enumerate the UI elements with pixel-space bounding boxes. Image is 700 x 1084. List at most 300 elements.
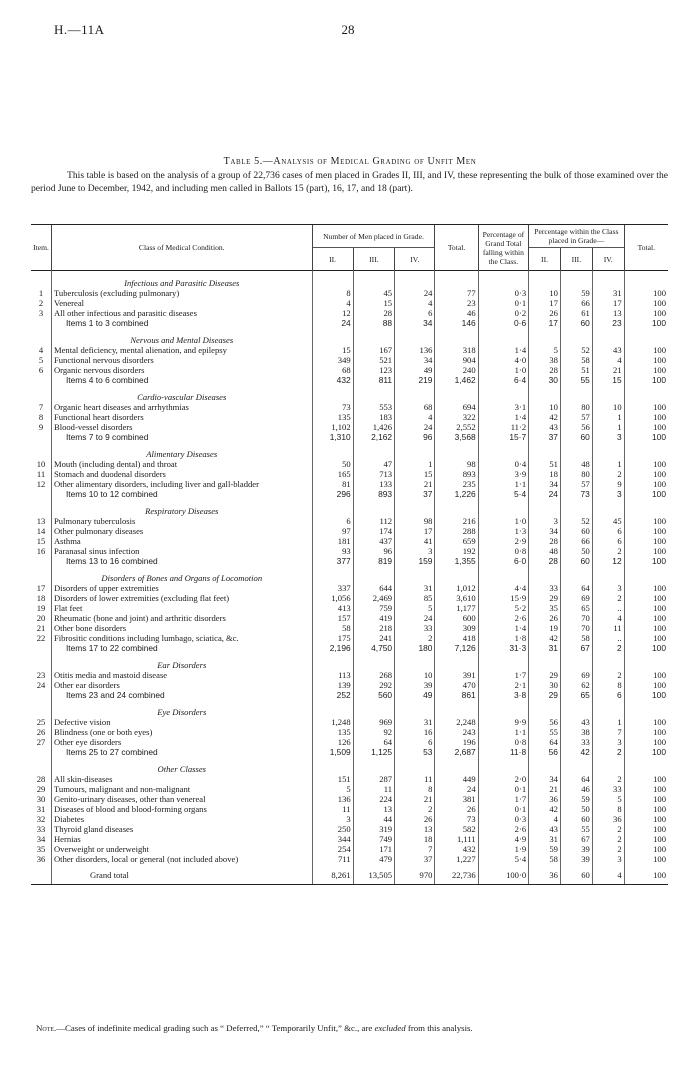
- table-title: Table 5.—Analysis of Medical Grading of Unfit Men: [223, 156, 477, 167]
- pct-sum-value: 100: [624, 717, 668, 727]
- table-row: [31, 479, 668, 489]
- combined-label: Items 23 and 24 combined: [51, 690, 312, 700]
- pct-grade-3-value: 51: [560, 365, 592, 375]
- item-number: 31: [36, 804, 46, 814]
- total-value: 77: [435, 288, 478, 298]
- table-row: [31, 459, 668, 469]
- item-cell: [31, 442, 51, 459]
- empty-cell: [592, 653, 624, 670]
- condition-label: Other alimentary disorders, including liver and gall-bladder: [51, 479, 312, 489]
- grade-3-value: 749: [353, 834, 394, 844]
- pct-grade-4-value: 9: [592, 479, 624, 489]
- item-number: 2: [38, 298, 44, 308]
- item-number: 6: [38, 365, 44, 375]
- grade-2-value: 15: [312, 345, 353, 355]
- pct-sum-combined: 100: [624, 747, 668, 757]
- table-row: [31, 834, 668, 844]
- item-number: 26: [36, 727, 46, 737]
- pct-sum-value: 100: [624, 623, 668, 633]
- item-cell: [31, 432, 51, 442]
- condition-label: Organic nervous disorders: [51, 365, 312, 375]
- table-row: [31, 774, 668, 784]
- item-number: 32: [36, 814, 46, 824]
- condition-label: Other pulmonary diseases: [51, 526, 312, 536]
- pct-total-value: 3·9: [478, 469, 528, 479]
- combined-row: [31, 489, 668, 499]
- pct-grade-3-value: 66: [560, 536, 592, 546]
- item-number: 28: [36, 774, 46, 784]
- empty-cell: [624, 566, 668, 583]
- pct-grade-3-value: 43: [560, 717, 592, 727]
- grade-3-value: 224: [353, 794, 394, 804]
- empty-cell: [312, 700, 353, 717]
- empty-cell: [624, 328, 668, 345]
- pct-grade-2-value: 43: [529, 422, 561, 432]
- grade-4-combined: 96: [395, 432, 435, 442]
- condition-label: Other disorders, local or general (not included above): [51, 854, 312, 864]
- empty-cell: [395, 328, 435, 345]
- grade-3-value: 521: [353, 355, 394, 365]
- grade-3-value: 123: [353, 365, 394, 375]
- empty-cell: [560, 385, 592, 402]
- total-combined: 1,226: [435, 489, 478, 499]
- pct-total-value: 1·0: [478, 516, 528, 526]
- grade-3-value: 96: [353, 546, 394, 556]
- condition-label: Tuberculosis (excluding pulmonary): [51, 288, 312, 298]
- grade-2-value: 151: [312, 774, 353, 784]
- empty-cell: [353, 757, 394, 774]
- table-row: [31, 680, 668, 690]
- section-heading-row: [31, 757, 668, 774]
- empty-cell: [529, 499, 561, 516]
- grade-4-combined: 159: [395, 556, 435, 566]
- pct-total-value: 1·4: [478, 412, 528, 422]
- pct-sum-value: 100: [624, 593, 668, 603]
- condition-label: Stomach and duodenal disorders: [51, 469, 312, 479]
- pct-grade-4-value: 36: [592, 814, 624, 824]
- pct-grade-4-value: 2: [592, 824, 624, 834]
- pct-grade-2-value: 35: [529, 603, 561, 613]
- grade-4-value: 7: [395, 844, 435, 854]
- grade-2-value: 5: [312, 784, 353, 794]
- pct-grade-2-value: 10: [529, 402, 561, 412]
- item-number: 1: [38, 288, 44, 298]
- item-cell: [31, 757, 51, 774]
- note-tail: from this analysis.: [405, 1023, 473, 1033]
- grade-3-value: 319: [353, 824, 394, 834]
- empty-cell: [478, 757, 528, 774]
- table-row: [31, 727, 668, 737]
- grade-4-value: 24: [395, 422, 435, 432]
- empty-cell: [592, 442, 624, 459]
- pct-grade-3-value: 59: [560, 288, 592, 298]
- grade-2-value: 139: [312, 680, 353, 690]
- empty-cell: [592, 757, 624, 774]
- pct-grade-3-combined: 60: [560, 318, 592, 328]
- pct-grade-3-value: 38: [560, 727, 592, 737]
- pct-total-value: 1·0: [478, 365, 528, 375]
- pct-grade-4-value: 3: [592, 854, 624, 864]
- grand-total-label: Grand total: [51, 864, 312, 885]
- section-heading: Ear Disorders: [51, 653, 312, 670]
- item-number: 11: [36, 469, 46, 479]
- combined-row: [31, 747, 668, 757]
- empty-cell: [529, 271, 561, 289]
- grade-2-value: 6: [312, 516, 353, 526]
- table-row: [31, 422, 668, 432]
- pct-grade-2-combined: 24: [529, 489, 561, 499]
- col-item: Item.: [31, 225, 51, 271]
- table-row: [31, 794, 668, 804]
- total-value: 216: [435, 516, 478, 526]
- pct-sum-value: 100: [624, 814, 668, 824]
- condition-label: Functional heart disorders: [51, 412, 312, 422]
- total-value: 1,111: [435, 834, 478, 844]
- col-pct-grade-2: II.: [529, 248, 561, 271]
- pct-grade-3-value: 65: [560, 603, 592, 613]
- empty-cell: [529, 700, 561, 717]
- grade-3-combined: 819: [353, 556, 394, 566]
- grade-4-value: 68: [395, 402, 435, 412]
- condition-label: Tumours, malignant and non-malignant: [51, 784, 312, 794]
- item-number: 17: [36, 583, 46, 593]
- condition-label: Disorders of lower extremities (excluding flat feet): [51, 593, 312, 603]
- total-value: 449: [435, 774, 478, 784]
- col-pct-group: Percentage within the Class placed in Grade—: [529, 225, 625, 248]
- empty-cell: [312, 757, 353, 774]
- col-grade-3: III.: [353, 248, 394, 271]
- pct-grade-3-value: 39: [560, 844, 592, 854]
- empty-cell: [312, 499, 353, 516]
- grade-2-value: 181: [312, 536, 353, 546]
- condition-label: Blood-vessel disorders: [51, 422, 312, 432]
- grade-3-value: 47: [353, 459, 394, 469]
- pct-grade-3-value: 50: [560, 546, 592, 556]
- table-row: [31, 844, 668, 854]
- pct-grade-3-combined: 60: [560, 432, 592, 442]
- grade-3-combined: 560: [353, 690, 394, 700]
- pct-grade-4-value: 45: [592, 516, 624, 526]
- condition-label: Paranasal sinus infection: [51, 546, 312, 556]
- grade-4-value: 41: [395, 536, 435, 546]
- pct-total-value: 0·3: [478, 288, 528, 298]
- pct-total-value: 9·9: [478, 717, 528, 727]
- table-row: [31, 804, 668, 814]
- condition-label: Blindness (one or both eyes): [51, 727, 312, 737]
- pct-grade-2-combined: 37: [529, 432, 561, 442]
- total-value: 235: [435, 479, 478, 489]
- pct-grade-3-value: 57: [560, 479, 592, 489]
- item-cell: [31, 864, 51, 885]
- combined-row: [31, 375, 668, 385]
- pct-sum-value: 100: [624, 298, 668, 308]
- item-number: 9: [38, 422, 44, 432]
- section-heading-row: [31, 385, 668, 402]
- grade-2-combined: 377: [312, 556, 353, 566]
- pct-grade-2-value: 58: [529, 854, 561, 864]
- item-number: 23: [36, 670, 46, 680]
- table-row: [31, 623, 668, 633]
- note-emphasis: excluded: [374, 1023, 406, 1033]
- condition-label: Thyroid gland diseases: [51, 824, 312, 834]
- table-row: [31, 593, 668, 603]
- intro-paragraph: This table is based on the analysis of a group of 22,736 cases of men placed in Grades II, III, and IV, these representing the bulk of those examined over the period June to December, 1942, and including men called in Ballots 15 (part), 16, 17, and 18 (part).: [31, 170, 668, 194]
- pct-sum-grand-total: 100: [624, 864, 668, 885]
- pct-grade-4-value: 5: [592, 794, 624, 804]
- total-combined: 2,687: [435, 747, 478, 757]
- total-value: 893: [435, 469, 478, 479]
- grade-3-grand-total: 13,505: [353, 864, 394, 885]
- pct-grade-2-value: 19: [529, 623, 561, 633]
- empty-cell: [478, 442, 528, 459]
- grade-4-combined: 53: [395, 747, 435, 757]
- pct-grade-3-combined: 55: [560, 375, 592, 385]
- pct-sum-value: 100: [624, 308, 668, 318]
- item-cell: [31, 566, 51, 583]
- pct-sum-value: 100: [624, 727, 668, 737]
- col-grade-4: IV.: [395, 248, 435, 271]
- page-number: 28: [341, 22, 355, 37]
- pct-total-value: 0·8: [478, 737, 528, 747]
- grade-2-value: 254: [312, 844, 353, 854]
- grade-4-value: 3: [395, 546, 435, 556]
- total-combined: 7,126: [435, 643, 478, 653]
- table-row: [31, 365, 668, 375]
- combined-label: Items 7 to 9 combined: [51, 432, 312, 442]
- empty-cell: [395, 700, 435, 717]
- section-heading-row: [31, 566, 668, 583]
- pct-grade-3-value: 64: [560, 583, 592, 593]
- section-heading-row: [31, 653, 668, 670]
- grade-4-value: 4: [395, 412, 435, 422]
- pct-grade-3-value: 60: [560, 814, 592, 824]
- pct-grade-3-value: 80: [560, 402, 592, 412]
- pct-grade-2-value: 21: [529, 784, 561, 794]
- combined-label: Items 17 to 22 combined: [51, 643, 312, 653]
- item-number: 19: [36, 603, 46, 613]
- total-combined: 1,355: [435, 556, 478, 566]
- grade-2-value: 50: [312, 459, 353, 469]
- empty-cell: [624, 385, 668, 402]
- grade-4-value: 98: [395, 516, 435, 526]
- pct-sum-value: 100: [624, 680, 668, 690]
- grade-3-value: 13: [353, 804, 394, 814]
- pct-grade-4-value: 31: [592, 288, 624, 298]
- pct-grade-3-combined: 73: [560, 489, 592, 499]
- item-number: 14: [36, 526, 46, 536]
- pct-grade-3-value: 80: [560, 469, 592, 479]
- pct-total-value: 0·8: [478, 546, 528, 556]
- item-number: 22: [36, 633, 46, 643]
- pct-total-combined: 5·4: [478, 489, 528, 499]
- empty-cell: [560, 442, 592, 459]
- table-row: [31, 288, 668, 298]
- grade-4-value: 13: [395, 824, 435, 834]
- pct-sum-value: 100: [624, 479, 668, 489]
- grade-2-combined: 432: [312, 375, 353, 385]
- table-row: [31, 670, 668, 680]
- empty-cell: [560, 271, 592, 289]
- section-heading: Eye Disorders: [51, 700, 312, 717]
- total-combined: 1,462: [435, 375, 478, 385]
- pct-total-value: 4·4: [478, 583, 528, 593]
- grade-3-value: 553: [353, 402, 394, 412]
- empty-cell: [435, 499, 478, 516]
- empty-cell: [624, 271, 668, 289]
- empty-cell: [353, 499, 394, 516]
- pct-grade-3-value: 69: [560, 593, 592, 603]
- grade-3-value: 167: [353, 345, 394, 355]
- section-heading-row: [31, 499, 668, 516]
- pct-grade-2-value: 48: [529, 546, 561, 556]
- pct-grade-4-value: 2: [592, 469, 624, 479]
- pct-grade-2-value: 34: [529, 774, 561, 784]
- grade-2-combined: 1,310: [312, 432, 353, 442]
- section-heading: Infectious and Parasitic Diseases: [51, 271, 312, 289]
- pct-total-value: 1·9: [478, 844, 528, 854]
- pct-total-value: 11·2: [478, 422, 528, 432]
- pct-grade-4-value: 2: [592, 593, 624, 603]
- condition-label: Functional nervous disorders: [51, 355, 312, 365]
- section-heading: Nervous and Mental Diseases: [51, 328, 312, 345]
- pct-grade-3-value: 64: [560, 774, 592, 784]
- total-value: 46: [435, 308, 478, 318]
- pct-total-value: 0·4: [478, 459, 528, 469]
- grade-2-value: 73: [312, 402, 353, 412]
- condition-label: Other eye disorders: [51, 737, 312, 747]
- table-header: [31, 225, 668, 271]
- pct-grade-4-combined: 23: [592, 318, 624, 328]
- pct-grade-2-value: 26: [529, 613, 561, 623]
- pct-grade-2-combined: 30: [529, 375, 561, 385]
- condition-label: Mouth (including dental) and throat: [51, 459, 312, 469]
- combined-label: Items 4 to 6 combined: [51, 375, 312, 385]
- grade-4-value: 49: [395, 365, 435, 375]
- pct-grade-3-value: 58: [560, 355, 592, 365]
- pct-grade-2-value: 26: [529, 308, 561, 318]
- pct-total-value: 2·0: [478, 774, 528, 784]
- grade-2-value: 175: [312, 633, 353, 643]
- pct-grade-2-value: 42: [529, 804, 561, 814]
- item-cell: [31, 700, 51, 717]
- pct-grade-2-value: 4: [529, 814, 561, 824]
- grade-2-value: 135: [312, 727, 353, 737]
- grade-2-value: 136: [312, 794, 353, 804]
- empty-cell: [560, 653, 592, 670]
- empty-cell: [312, 566, 353, 583]
- grade-4-value: 10: [395, 670, 435, 680]
- grade-3-value: 92: [353, 727, 394, 737]
- grade-2-value: 1,248: [312, 717, 353, 727]
- table-row: [31, 854, 668, 864]
- empty-cell: [353, 271, 394, 289]
- grade-2-combined: 2,196: [312, 643, 353, 653]
- pct-grade-3-value: 46: [560, 784, 592, 794]
- pct-sum-combined: 100: [624, 432, 668, 442]
- note-label: Note.: [36, 1023, 57, 1033]
- grade-2-value: 126: [312, 737, 353, 747]
- pct-grade-2-value: 59: [529, 844, 561, 854]
- grade-3-value: 183: [353, 412, 394, 422]
- pct-grade-2-value: 36: [529, 794, 561, 804]
- grade-2-value: 113: [312, 670, 353, 680]
- pct-grade-3-value: 39: [560, 854, 592, 864]
- pct-grade-3-value: 58: [560, 633, 592, 643]
- condition-label: Defective vision: [51, 717, 312, 727]
- combined-label: Items 1 to 3 combined: [51, 318, 312, 328]
- grade-2-value: 344: [312, 834, 353, 844]
- pct-grade-4-combined: 2: [592, 747, 624, 757]
- grade-4-combined: 219: [395, 375, 435, 385]
- pct-grade-2-value: 17: [529, 298, 561, 308]
- table-row: [31, 603, 668, 613]
- grade-2-value: 157: [312, 613, 353, 623]
- table-row: [31, 717, 668, 727]
- grade-2-value: 12: [312, 308, 353, 318]
- pct-grade-3-value: 52: [560, 516, 592, 526]
- item-cell: [31, 747, 51, 757]
- table-row: [31, 355, 668, 365]
- item-number: 36: [36, 854, 46, 864]
- pct-grade-3-value: 59: [560, 794, 592, 804]
- pct-grade-2-value: 28: [529, 536, 561, 546]
- section-heading: Respiratory Diseases: [51, 499, 312, 516]
- total-value: 694: [435, 402, 478, 412]
- grade-3-value: 241: [353, 633, 394, 643]
- total-combined: 146: [435, 318, 478, 328]
- grade-3-value: 15: [353, 298, 394, 308]
- grade-2-value: 135: [312, 412, 353, 422]
- total-value: 432: [435, 844, 478, 854]
- pct-sum-value: 100: [624, 834, 668, 844]
- pct-grade-2-value: 34: [529, 526, 561, 536]
- grade-4-combined: 49: [395, 690, 435, 700]
- pct-total-combined: 0·6: [478, 318, 528, 328]
- pct-grade-4-combined: 6: [592, 690, 624, 700]
- condition-label: Other ear disorders: [51, 680, 312, 690]
- grade-3-value: 133: [353, 479, 394, 489]
- table-row: [31, 737, 668, 747]
- total-combined: 861: [435, 690, 478, 700]
- condition-label: Fibrositic conditions including lumbago, sciatica, &c.: [51, 633, 312, 643]
- condition-label: Otitis media and mastoid disease: [51, 670, 312, 680]
- pct-grade-4-value: 4: [592, 613, 624, 623]
- pct-grade-3-value: 48: [560, 459, 592, 469]
- pct-grade-4-value: 21: [592, 365, 624, 375]
- pct-grade-3-value: 70: [560, 613, 592, 623]
- item-number: 24: [36, 680, 46, 690]
- grade-4-value: 39: [395, 680, 435, 690]
- table-row: [31, 546, 668, 556]
- empty-cell: [592, 499, 624, 516]
- pct-grade-4-value: 1: [592, 459, 624, 469]
- pct-grade-4-value: 10: [592, 402, 624, 412]
- empty-cell: [353, 566, 394, 583]
- pct-total-value: 2·9: [478, 536, 528, 546]
- pct-grade-3-value: 66: [560, 298, 592, 308]
- empty-cell: [395, 385, 435, 402]
- pct-grade-3-value: 33: [560, 737, 592, 747]
- pct-sum-value: 100: [624, 288, 668, 298]
- grand-total-row: [31, 864, 668, 885]
- pct-grade-4-value: 11: [592, 623, 624, 633]
- condition-label: Organic heart diseases and arrhythmias: [51, 402, 312, 412]
- item-number: 34: [36, 834, 46, 844]
- pct-total-combined: 15·7: [478, 432, 528, 442]
- empty-cell: [592, 566, 624, 583]
- pct-grade-4-value: 2: [592, 844, 624, 854]
- grade-4-value: 16: [395, 727, 435, 737]
